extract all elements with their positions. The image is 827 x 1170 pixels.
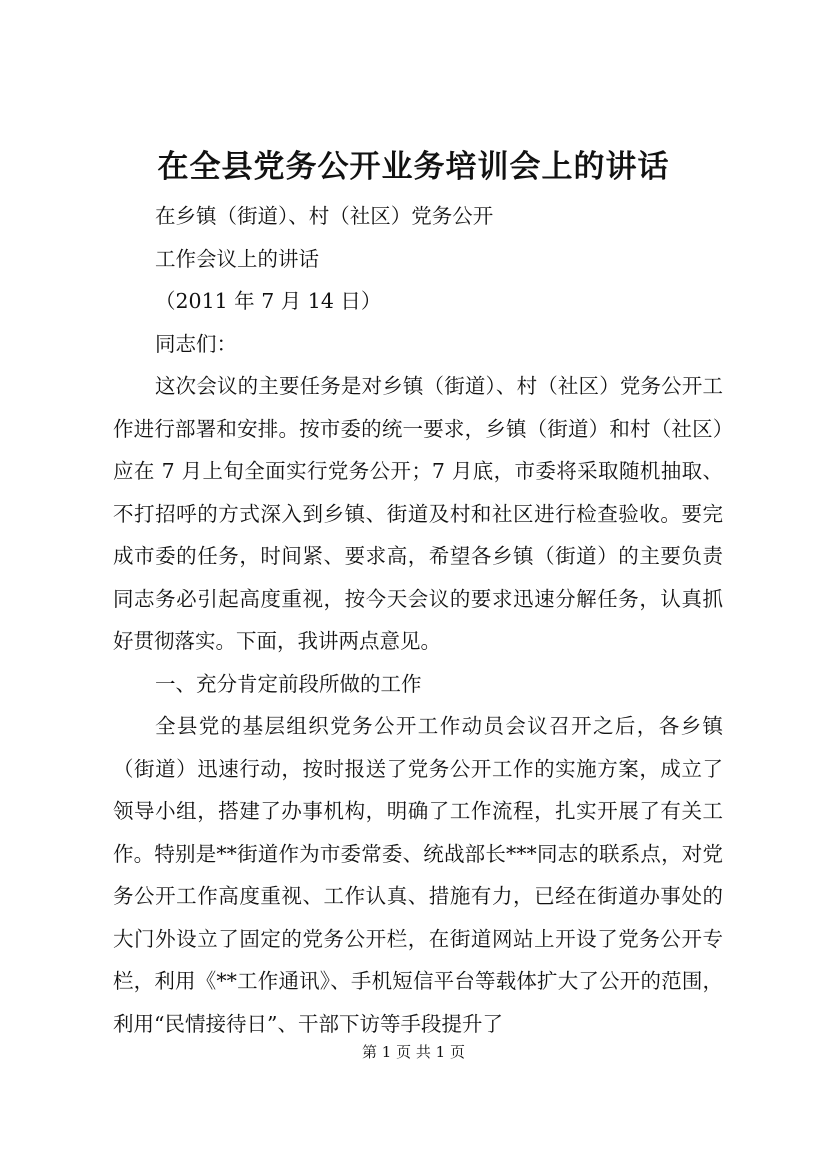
paragraph-section-1: 全县党的基层组织党务公开工作动员会议召开之后，各乡镇（街道）迅速行动，按时报送了党务公开工作的实施方案，成立了领导小组，搭建了办事机构，明确了工作流程，扎实开展了有关工作。特别是**街道作为市委常委、统战部长***同志的联系点，对党务公开工作高度重视、工作认真、措施有力，已经在街道办事处的大门外设立了固定的党务公开栏，在街道网站上开设了党务公开专栏，利用《**工作通讯》、手机短信平台等载体扩大了公开的范围，利用“民情接待日”、干部下访等手段提升了 xyxy=(113,714,723,1036)
section-heading-1: 一、充分肯定前段所做的工作 xyxy=(155,671,422,696)
page-footer: 第 1 页 共 1 页 xyxy=(362,1043,465,1061)
salutation: 同志们： xyxy=(155,331,237,356)
subtitle-line-2: 工作会议上的讲话 xyxy=(155,246,319,271)
speech-date: （2011 年 7 月 14 日） xyxy=(155,289,382,313)
subtitle-line-1: 在乡镇（街道）、村（社区）党务公开 xyxy=(155,204,494,228)
document-title: 在全县党务公开业务培训会上的讲话 xyxy=(157,149,670,185)
document-body xyxy=(113,195,723,1045)
paragraph-intro: 这次会议的主要任务是对乡镇（街道）、村（社区）党务公开工作进行部署和安排。按市委的统一要求，乡镇（街道）和村（社区）应在 7 月上旬全面实行党务公开；7 月底，市委将采取随机抽取、不打招呼的方式深入到乡镇、街道及村和社区进行检查验收。要完成市委的任务，时间紧、要求高，希望各乡镇（街道）的主要负责同志务必引起高度重视，按今天会议的要求迅速分解任务，认真抓好贯彻落实。下面，我讲两点意见。 xyxy=(113,374,723,653)
